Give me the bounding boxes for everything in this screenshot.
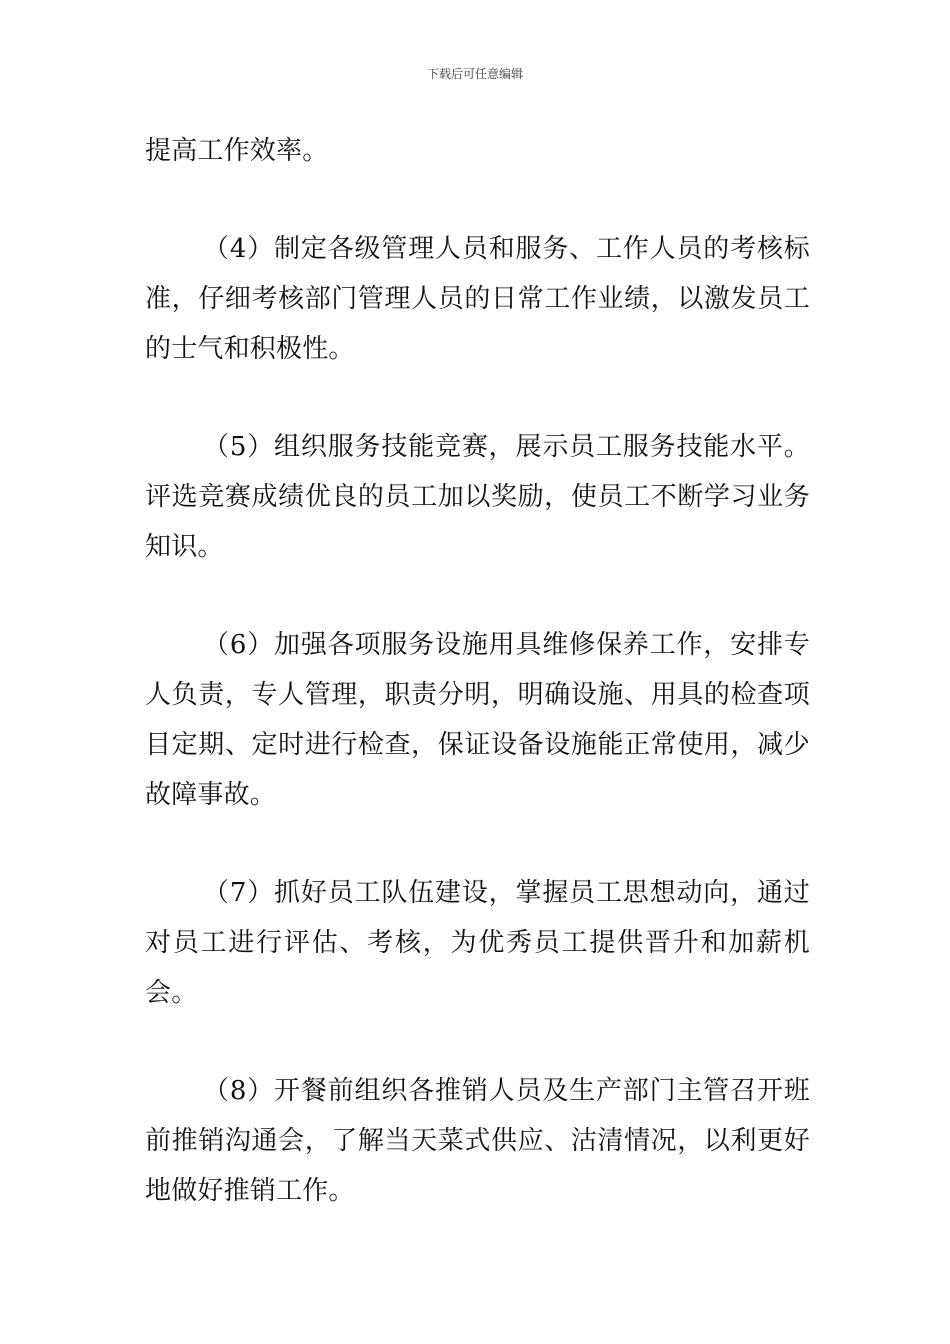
paragraph-item-4: （4）制定各级管理人员和服务、工作人员的考核标准，仔细考核部门管理人员的日常工作业绩，以激发员工的士气和积极性。 bbox=[145, 234, 810, 364]
paragraph-item-5: （5）组织服务技能竞赛，展示员工服务技能水平。评选竞赛成绩优良的员工加以奖励，使员工不断学习业务知识。 bbox=[145, 432, 810, 562]
paragraph-continuation: 提高工作效率。 bbox=[145, 136, 329, 166]
paragraph-item-6: （6）加强各项服务设施用具维修保养工作，安排专人负责，专人管理，职责分明，明确设施、用具的检查项目定期、定时进行检查，保证设备设施能正常使用，减少故障事故。 bbox=[145, 630, 810, 810]
document-body bbox=[145, 126, 810, 1216]
paragraph-item-7: （7）抓好员工队伍建设，掌握员工思想动向，通过对员工进行评估、考核，为优秀员工提供晋升和加薪机会。 bbox=[145, 878, 810, 1008]
page-header-note: 下载后可任意编辑 bbox=[426, 67, 523, 81]
paragraph-item-8: （8）开餐前组织各推销人员及生产部门主管召开班前推销沟通会，了解当天菜式供应、沽清情况，以利更好地做好推销工作。 bbox=[145, 1076, 810, 1206]
